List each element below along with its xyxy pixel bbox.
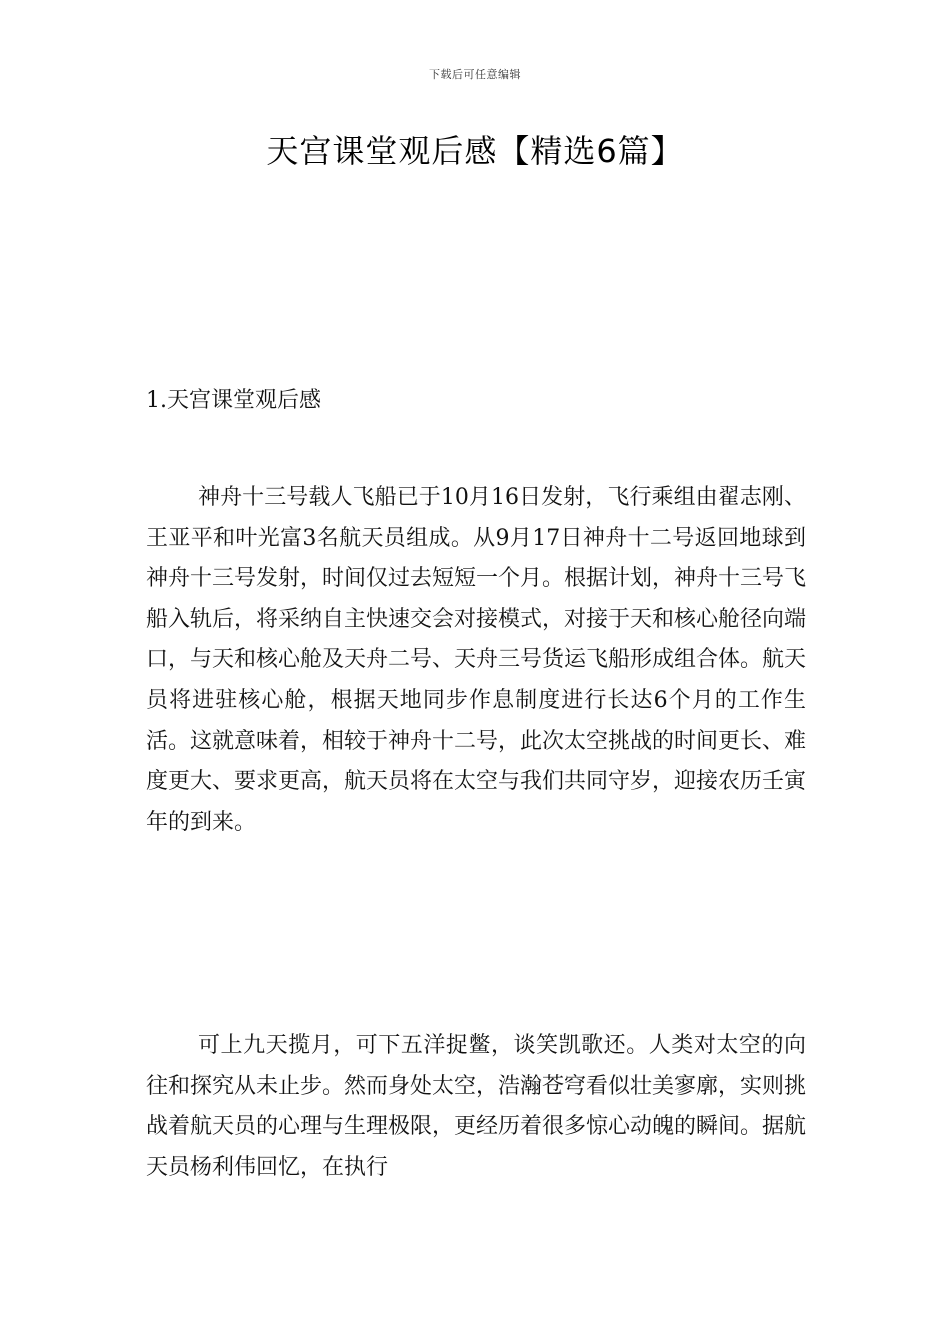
header-note: 下载后可任意编辑 bbox=[429, 68, 521, 81]
body-paragraph: 可上九天揽月，可下五洋捉鳖，谈笑凯歌还。人类对太空的向往和探究从未止步。然而身处太空，浩瀚苍穹看似壮美寥廓，实则挑战着航天员的心理与生理极限，更经历着很多惊心动魄的瞬间。据航天员杨利伟回忆，在执行 bbox=[146, 1033, 807, 1180]
section-heading: 1.天宫课堂观后感 bbox=[146, 388, 321, 413]
body-paragraph: 神舟十三号载人飞船已于10月16日发射，飞行乘组由翟志刚、王亚平和叶光富3名航天员组成。从9月17日神舟十二号返回地球到神舟十三号发射，时间仅过去短短一个月。根据计划，神舟十三号飞船入轨后，将采纳自主快速交会对接模式，对接于天和核心舱径向端口，与天和核心舱及天舟二号、天舟三号货运飞船形成组合体。航天员将进驻核心舱，根据天地同步作息制度进行长达6个月的工作生活。这就意味着，相较于神舟十二号，此次太空挑战的时间更长、难度更大、要求更高，航天员将在太空与我们共同守岁，迎接农历壬寅年的到来。 bbox=[146, 485, 807, 835]
document-title: 天宫课堂观后感【精选6篇】 bbox=[266, 132, 684, 170]
